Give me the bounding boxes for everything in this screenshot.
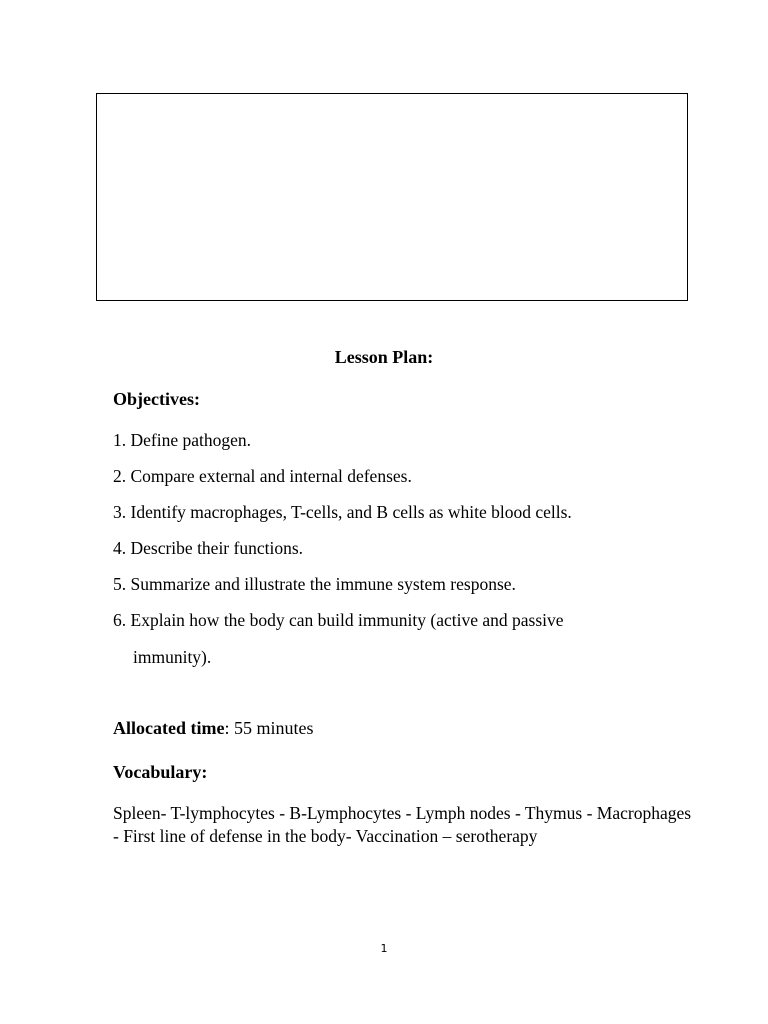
objective-item: 1. Define pathogen.	[113, 430, 252, 450]
objectives-heading: Objectives:	[113, 389, 200, 409]
allocated-time	[113, 715, 313, 741]
objective-item: 3. Identify macrophages, T-cells, and B cells as white blood cells.	[113, 502, 572, 522]
page-title: Lesson Plan:	[334, 347, 434, 367]
allocated-time-label: Allocated time	[113, 718, 225, 738]
empty-frame-box	[96, 93, 688, 301]
allocated-time-value: : 55 minutes	[224, 718, 314, 738]
objective-item: 2. Compare external and internal defenses.	[113, 466, 412, 486]
vocabulary-heading: Vocabulary:	[113, 762, 208, 782]
vocabulary-list: Spleen- T-lymphocytes - B-Lymphocytes - Lymph nodes - Thymus - Macrophages - First line of defense in the body- Vaccination – serotherapy	[113, 803, 692, 846]
objective-item: 5. Summarize and illustrate the immune system response.	[113, 574, 516, 594]
objective-item: 4. Describe their functions.	[113, 538, 304, 558]
objective-item-continuation: immunity).	[133, 647, 212, 667]
page-number: 1	[380, 942, 388, 955]
objective-item: 6. Explain how the body can build immunity (active and passive	[113, 610, 564, 630]
